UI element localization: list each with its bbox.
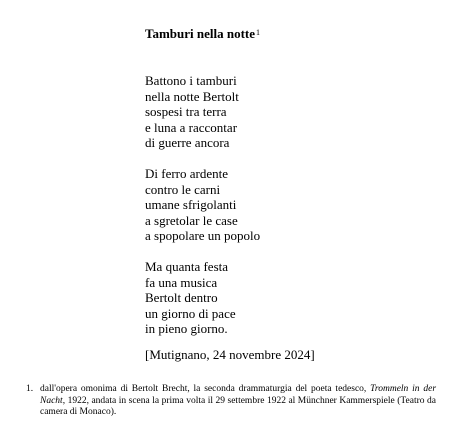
stanza-2 [145, 166, 260, 244]
footnote-reference: 1 [256, 28, 261, 37]
stanza-1 [145, 73, 260, 151]
footnote-number: 1. [26, 384, 34, 394]
verse-line: sospesi tra terra [145, 104, 227, 119]
verse-line: a sgretolar le case [145, 212, 238, 228]
verse-line: Bertolt dentro [145, 290, 218, 305]
verse-line: e luna a raccontar [145, 119, 238, 135]
poem-title [145, 26, 260, 42]
stanza-3 [145, 259, 260, 337]
footnote-text-after: , 1922, andata in scena la prima volta il 29 settembre 1922 al Münchner Kammerspiele (Teatro da camera di Monaco). [40, 395, 436, 417]
verse-line: contro le carni [145, 181, 221, 197]
verse-line: fa una musica [145, 274, 218, 290]
footnote-text-before: dall'opera omonima di Bertolt Brecht, la seconda drammaturgia del poeta tedesco, [40, 384, 371, 394]
verse-line: Battono i tamburi [145, 73, 237, 88]
footnote-italic-title: Trommeln in der Nacht [40, 384, 437, 406]
poem-body [145, 73, 260, 337]
verse-line: di guerre ancora [145, 135, 230, 150]
verse-line: Ma quanta festa [145, 259, 229, 274]
verse-line: nella notte Bertolt [145, 88, 239, 104]
footnote-text [40, 384, 436, 419]
place-date-signature: [Mutignano, 24 novembre 2024] [145, 347, 315, 362]
verse-line: un giorno di pace [145, 305, 236, 321]
verse-line: in pieno giorno. [145, 321, 228, 336]
poem-title-text: Tamburi nella notte [145, 26, 256, 41]
footnote [26, 384, 436, 419]
verse-line: umane sfrigolanti [145, 197, 237, 212]
verse-line: a spopolare un popolo [145, 228, 261, 243]
verse-line: Di ferro ardente [145, 166, 229, 181]
